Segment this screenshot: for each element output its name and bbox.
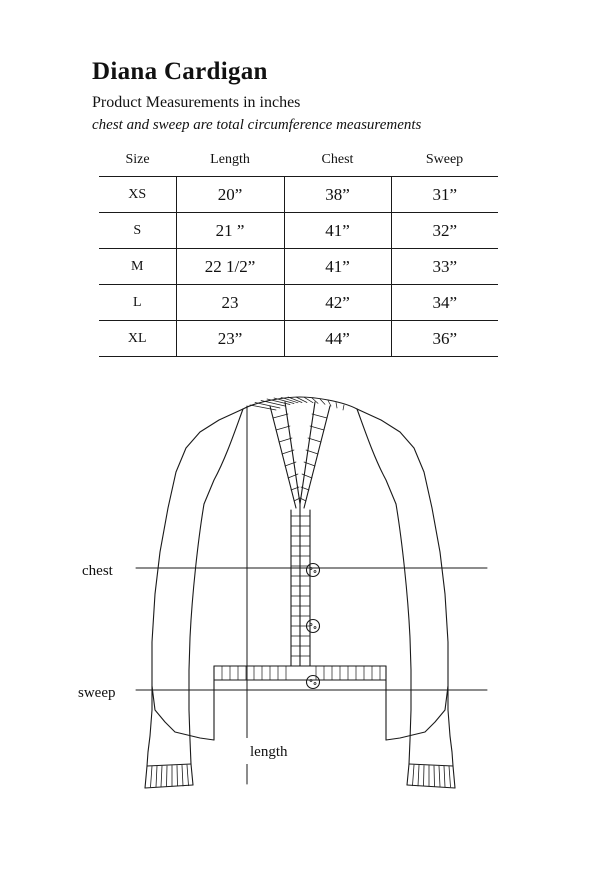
cell-chest: 42”	[284, 285, 391, 321]
label-length: length	[250, 744, 288, 760]
cell-chest: 41”	[284, 249, 391, 285]
cell-size: XS	[99, 177, 176, 213]
table-row	[99, 177, 498, 213]
cell-chest: 44”	[284, 321, 391, 357]
header	[92, 58, 512, 135]
cell-size: M	[99, 249, 176, 285]
cell-length: 21 ”	[176, 213, 284, 249]
button-icon	[307, 564, 320, 577]
table-row	[99, 321, 498, 357]
cell-length: 20”	[176, 177, 284, 213]
table-body	[99, 177, 498, 357]
cell-sweep: 34”	[391, 285, 498, 321]
cell-size: XL	[99, 321, 176, 357]
table-header-row	[99, 149, 498, 177]
column-header-sweep: Sweep	[425, 152, 464, 167]
cell-length: 22 1/2”	[176, 249, 284, 285]
table-row	[99, 285, 498, 321]
label-chest: chest	[82, 563, 113, 579]
label-sweep: sweep	[78, 685, 116, 701]
cardigan-diagram	[0, 380, 600, 820]
table-header	[99, 149, 498, 177]
button-icon	[307, 676, 320, 689]
cell-size: S	[99, 213, 176, 249]
column-header-size: Size	[125, 152, 150, 167]
cell-sweep: 36”	[391, 321, 498, 357]
table-row	[99, 213, 498, 249]
measurement-note: chest and sweep are total circumference measurements	[92, 116, 422, 133]
cell-chest: 38”	[284, 177, 391, 213]
measurements-table	[99, 149, 498, 357]
column-header-length: Length	[210, 152, 250, 167]
page-subtitle: Product Measurements in inches	[92, 93, 301, 111]
cell-chest: 41”	[284, 213, 391, 249]
cell-length: 23	[176, 285, 284, 321]
cell-sweep: 33”	[391, 249, 498, 285]
cell-sweep: 31”	[391, 177, 498, 213]
column-header-chest: Chest	[321, 152, 354, 167]
table-row	[99, 249, 498, 285]
cell-size: L	[99, 285, 176, 321]
page-title: Diana Cardigan	[92, 58, 268, 85]
cell-sweep: 32”	[391, 213, 498, 249]
cell-length: 23”	[176, 321, 284, 357]
